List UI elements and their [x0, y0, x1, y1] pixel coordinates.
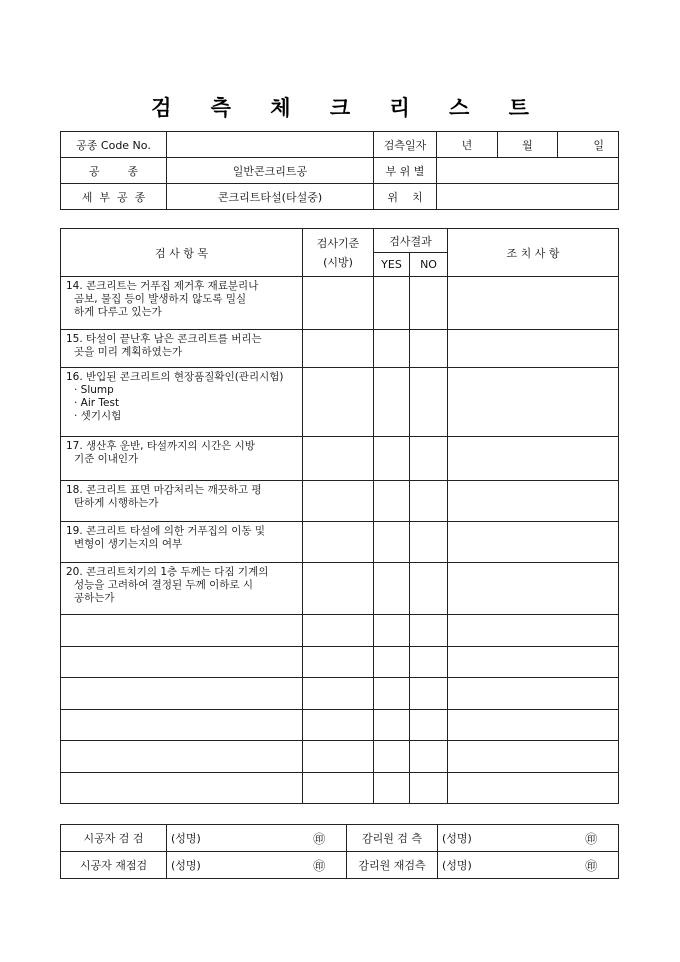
contractor-recheck-seal: ㊞ — [293, 852, 347, 879]
check-item — [61, 368, 303, 437]
location-value[interactable] — [437, 184, 619, 210]
check-item-line: · Air Test — [74, 397, 120, 409]
code-value[interactable] — [167, 132, 374, 158]
no-cell[interactable] — [410, 678, 448, 710]
yes-cell[interactable] — [374, 437, 410, 481]
yes-cell[interactable] — [374, 615, 410, 647]
date-month[interactable]: 월 — [498, 132, 558, 158]
detail-type-value[interactable]: 콘크리트타설(타설중) — [167, 184, 374, 210]
yes-cell[interactable] — [374, 741, 410, 773]
table-row — [61, 330, 619, 368]
table-row-empty — [61, 678, 619, 710]
work-type-value[interactable]: 일반콘크리트공 — [167, 158, 374, 184]
standard-cell[interactable] — [303, 522, 374, 563]
header-standard — [303, 229, 374, 277]
header-item: 검 사 항 목 — [61, 229, 303, 277]
action-cell[interactable] — [448, 741, 619, 773]
standard-cell[interactable] — [303, 615, 374, 647]
standard-cell[interactable] — [303, 277, 374, 330]
header-result: 검사결과 — [374, 229, 448, 253]
action-cell[interactable] — [448, 522, 619, 563]
action-cell[interactable] — [448, 646, 619, 678]
info-row-work-type — [61, 158, 619, 184]
date-year[interactable]: 년 — [437, 132, 498, 158]
contractor-recheck-label: 시공자 재점검 — [61, 852, 167, 879]
item-cell[interactable] — [61, 678, 303, 710]
no-cell[interactable] — [410, 437, 448, 481]
no-cell[interactable] — [410, 772, 448, 804]
check-item-line: 16. 반입된 콘크리트의 현장품질확인(관리시험) — [66, 371, 284, 383]
table-row-empty — [61, 741, 619, 773]
yes-cell[interactable] — [374, 522, 410, 563]
check-item-line: 공하는가 — [74, 592, 115, 604]
standard-cell[interactable] — [303, 437, 374, 481]
contractor-check-label: 시공자 검 검 — [61, 825, 167, 852]
action-cell[interactable] — [448, 615, 619, 647]
yes-cell[interactable] — [374, 678, 410, 710]
header-row-1 — [61, 229, 619, 253]
check-item-line: 곳을 미리 계획하였는가 — [74, 346, 183, 358]
standard-cell[interactable] — [303, 563, 374, 615]
yes-cell[interactable] — [374, 709, 410, 741]
yes-cell[interactable] — [374, 772, 410, 804]
part-label: 부 위 별 — [374, 158, 437, 184]
check-item — [61, 481, 303, 522]
detail-type-label: 세 부 공 종 — [61, 184, 167, 210]
no-cell[interactable] — [410, 563, 448, 615]
item-cell[interactable] — [61, 772, 303, 804]
yes-cell[interactable] — [374, 330, 410, 368]
action-cell[interactable] — [448, 437, 619, 481]
action-cell[interactable] — [448, 678, 619, 710]
header-yes: YES — [374, 253, 410, 277]
table-row — [61, 563, 619, 615]
check-item-line: 탄하게 시행하는가 — [74, 497, 159, 509]
no-cell[interactable] — [410, 615, 448, 647]
no-cell[interactable] — [410, 741, 448, 773]
item-cell[interactable] — [61, 709, 303, 741]
checklist-table — [60, 228, 619, 804]
table-row — [61, 277, 619, 330]
check-item-line: 기준 이내인가 — [74, 453, 139, 465]
check-item-line: · Slump — [74, 384, 114, 396]
table-row — [61, 437, 619, 481]
date-day[interactable]: 일 — [558, 132, 619, 158]
yes-cell[interactable] — [374, 481, 410, 522]
info-table — [60, 131, 619, 210]
header-action: 조 치 사 항 — [448, 229, 619, 277]
item-cell[interactable] — [61, 615, 303, 647]
check-item — [61, 330, 303, 368]
table-row-empty — [61, 709, 619, 741]
supervisor-recheck-seal: ㊞ — [565, 852, 619, 879]
check-item — [61, 563, 303, 615]
check-item-line: 18. 콘크리트 표면 마감처리는 깨끗하고 평 — [66, 484, 262, 496]
info-row-code — [61, 132, 619, 158]
check-item — [61, 437, 303, 481]
code-label: 공종 Code No. — [61, 132, 167, 158]
check-item-line: 17. 생산후 운반, 타설까지의 시간은 시방 — [66, 440, 255, 452]
action-cell[interactable] — [448, 277, 619, 330]
check-item — [61, 277, 303, 330]
standard-cell[interactable] — [303, 368, 374, 437]
action-cell[interactable] — [448, 772, 619, 804]
check-item-line: 하게 다루고 있는가 — [74, 306, 162, 318]
action-cell[interactable] — [448, 481, 619, 522]
yes-cell[interactable] — [374, 563, 410, 615]
no-cell[interactable] — [410, 522, 448, 563]
supervisor-check-seal: ㊞ — [565, 825, 619, 852]
contractor-check-seal: ㊞ — [293, 825, 347, 852]
item-cell[interactable] — [61, 741, 303, 773]
check-item-line: 20. 콘크리트치기의 1층 두께는 다짐 기계의 — [66, 566, 269, 578]
part-value[interactable] — [437, 158, 619, 184]
standard-cell[interactable] — [303, 709, 374, 741]
supervisor-check-label: 감리원 검 측 — [347, 825, 438, 852]
check-item-line: 변형이 생기는지의 여부 — [74, 538, 183, 550]
standard-cell[interactable] — [303, 741, 374, 773]
header-no: NO — [410, 253, 448, 277]
standard-cell[interactable] — [303, 330, 374, 368]
table-row-empty — [61, 772, 619, 804]
action-cell[interactable] — [448, 368, 619, 437]
check-item-line: 성능을 고려하여 결정된 두께 이하로 시 — [74, 579, 253, 591]
check-item-line: · 셋기시험 — [74, 410, 122, 422]
table-row-empty — [61, 615, 619, 647]
header-standard-line2: (시방) — [323, 255, 353, 269]
signature-row-check — [61, 825, 619, 852]
check-item-line: 19. 콘크리트 타설에 의한 거푸집의 이동 및 — [66, 525, 266, 537]
no-cell[interactable] — [410, 277, 448, 330]
action-cell[interactable] — [448, 563, 619, 615]
supervisor-recheck-label: 감리원 재검측 — [347, 852, 438, 879]
check-item-line: 14. 콘크리트는 거푸집 제거후 재료분리나 — [66, 280, 259, 292]
check-item-line: 15. 타설이 끝난후 남은 콘크리트를 버리는 — [66, 333, 262, 345]
no-cell[interactable] — [410, 330, 448, 368]
location-label: 위 치 — [374, 184, 437, 210]
standard-cell[interactable] — [303, 646, 374, 678]
signature-table — [60, 824, 619, 879]
supervisor-recheck-name[interactable]: (성명) — [438, 852, 565, 879]
action-cell[interactable] — [448, 330, 619, 368]
work-type-label: 공 종 — [61, 158, 167, 184]
table-row — [61, 368, 619, 437]
standard-cell[interactable] — [303, 481, 374, 522]
table-row — [61, 522, 619, 563]
contractor-check-name[interactable]: (성명) — [167, 825, 293, 852]
standard-cell[interactable] — [303, 678, 374, 710]
check-item-line: 곰보, 물집 등이 발생하지 않도록 밀실 — [74, 293, 247, 305]
no-cell[interactable] — [410, 368, 448, 437]
table-row — [61, 481, 619, 522]
table-row-empty — [61, 646, 619, 678]
signature-row-recheck — [61, 852, 619, 879]
no-cell[interactable] — [410, 709, 448, 741]
yes-cell[interactable] — [374, 368, 410, 437]
inspection-date-label: 검측일자 — [374, 132, 437, 158]
page-title: 검 측 체 크 리 스 트 — [151, 95, 545, 120]
no-cell[interactable] — [410, 481, 448, 522]
contractor-recheck-name[interactable]: (성명) — [167, 852, 293, 879]
item-cell[interactable] — [61, 646, 303, 678]
yes-cell[interactable] — [374, 277, 410, 330]
check-item — [61, 522, 303, 563]
action-cell[interactable] — [448, 709, 619, 741]
header-standard-line1: 검사기준 — [316, 236, 360, 250]
supervisor-check-name[interactable]: (성명) — [438, 825, 565, 852]
standard-cell[interactable] — [303, 772, 374, 804]
no-cell[interactable] — [410, 646, 448, 678]
info-row-detail-type — [61, 184, 619, 210]
yes-cell[interactable] — [374, 646, 410, 678]
